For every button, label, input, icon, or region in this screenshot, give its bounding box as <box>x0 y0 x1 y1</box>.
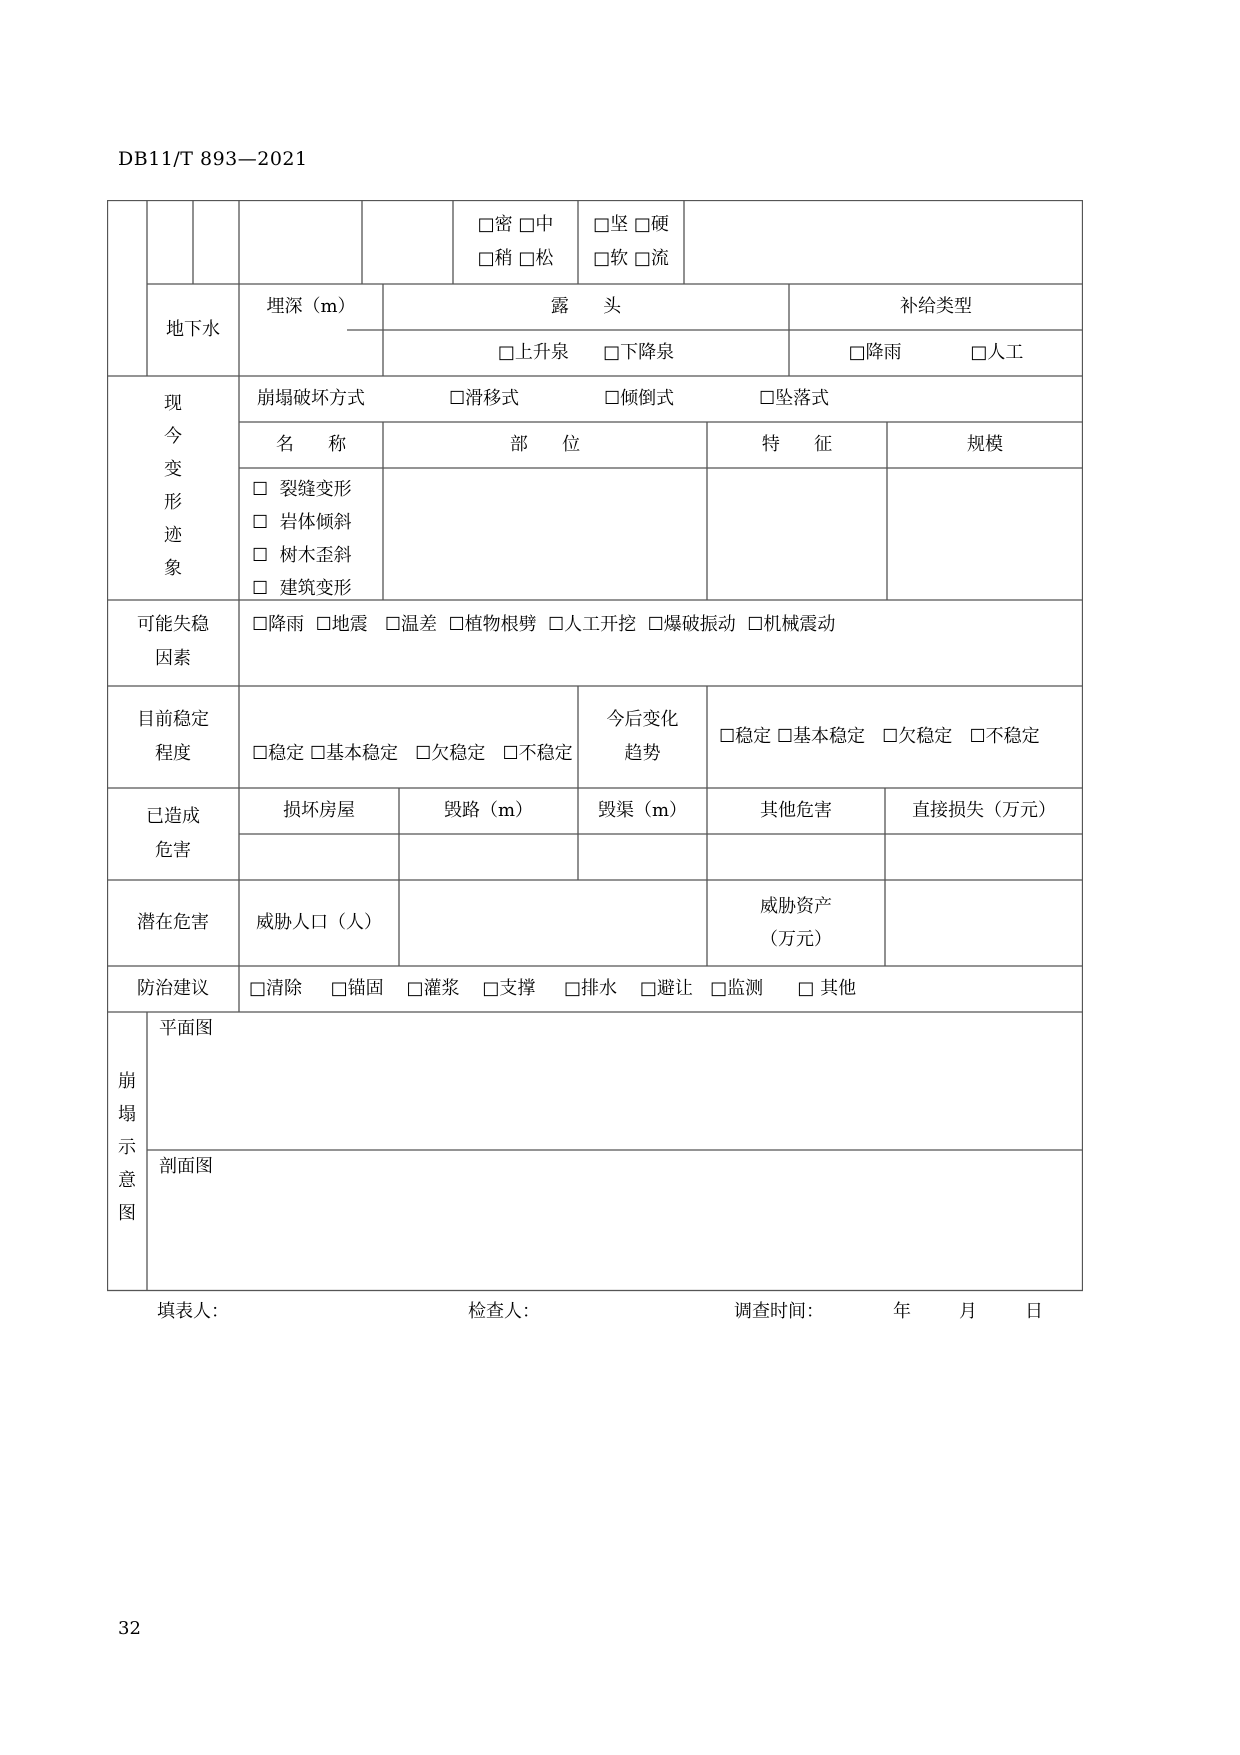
other-damage-header: 其他危害 <box>760 800 832 821</box>
trend-label-line1: 今后变化 <box>606 709 679 730</box>
column-location-header: 部 位 <box>509 434 581 455</box>
sketch-label-char: 塌 <box>118 1103 136 1125</box>
direct-loss-header: 直接损失（万元） <box>912 800 1056 821</box>
trace-building-checkbox[interactable]: ☐ 建筑变形 <box>252 577 352 599</box>
failure-mode-slide-checkbox[interactable]: ☐滑移式 <box>449 388 520 409</box>
page-number: 32 <box>118 1618 141 1639</box>
outcrop-options[interactable]: □上升泉 □下降泉 <box>497 342 675 363</box>
failure-mode-topple-checkbox[interactable]: ☐倾倒式 <box>604 388 675 409</box>
groundwater-label: 地下水 <box>166 319 220 340</box>
damaged-houses-header: 损坏房屋 <box>283 800 355 821</box>
deformation-label-char: 今 <box>164 426 182 447</box>
recharge-type-header: 补给类型 <box>900 296 972 317</box>
current-stability-label-line1: 目前稳定 <box>137 709 209 730</box>
sketch-section-label <box>107 1062 147 1232</box>
recharge-options[interactable]: □降雨 □人工 <box>848 342 1024 363</box>
damaged-roads-header: 毁路（m） <box>443 800 534 821</box>
sketch-label-char: 意 <box>118 1169 136 1191</box>
outcrop-header: 露 头 <box>550 296 622 317</box>
document-code: DB11/T 893—2021 <box>118 148 308 170</box>
trace-rock-tilt-checkbox[interactable]: ☐ 岩体倾斜 <box>252 511 352 533</box>
deformation-label-char: 形 <box>164 492 182 513</box>
damage-label-line2: 危害 <box>155 840 191 861</box>
sketch-label-char: 崩 <box>118 1070 136 1092</box>
checker-label: 检查人： <box>468 1301 540 1322</box>
threatened-assets-label-line1: 威胁资产 <box>760 895 832 917</box>
density-options-line2[interactable]: □稍 □松 <box>477 248 554 269</box>
deformation-label-char: 变 <box>164 459 182 480</box>
deformation-label-char: 现 <box>164 393 182 414</box>
threatened-assets-label-line2: （万元） <box>760 928 832 950</box>
current-stability-label-line2: 程度 <box>155 743 191 764</box>
deformation-label-char: 象 <box>164 558 182 579</box>
burial-depth-header: 埋深（m） <box>266 296 356 317</box>
trend-label-line2: 趋势 <box>624 743 661 764</box>
section-view-label: 剖面图 <box>159 1156 213 1177</box>
filler-label: 填表人： <box>157 1301 229 1322</box>
column-scale-header: 规模 <box>967 434 1003 455</box>
trend-options[interactable]: ☐稳定 ☐基本稳定 ☐欠稳定 ☐不稳定 <box>719 726 1040 747</box>
column-name-header: 名 称 <box>275 434 347 455</box>
year-label: 年 <box>893 1301 911 1322</box>
day-label: 日 <box>1025 1301 1043 1322</box>
prevention-options[interactable]: □清除 □锚固 □灌浆 □支撑 □排水 □避让 □监测 □ 其他 <box>249 978 857 999</box>
current-stability-options[interactable]: ☐稳定 ☐基本稳定 ☐欠稳定 ☐不稳定 <box>252 743 573 764</box>
sketch-label-char: 示 <box>118 1136 136 1158</box>
instability-label-line2: 因素 <box>155 648 191 669</box>
potential-hazard-label: 潜在危害 <box>137 912 209 933</box>
trace-tree-tilt-checkbox[interactable]: ☐ 树木歪斜 <box>252 544 352 566</box>
failure-mode-fall-checkbox[interactable]: ☐坠落式 <box>759 388 830 409</box>
instability-factor-options[interactable]: ☐降雨 ☐地震 ☐温差 ☐植物根劈 ☐人工开挖 ☐爆破振动 ☐机械震动 <box>252 614 836 635</box>
deformation-section-label <box>107 386 239 586</box>
column-feature-header: 特 征 <box>761 434 833 455</box>
survey-time-label: 调查时间： <box>734 1301 824 1322</box>
instability-label-line1: 可能失稳 <box>137 614 209 635</box>
damaged-canals-header: 毁渠（m） <box>597 800 688 821</box>
hardness-options-line1[interactable]: □坚 □硬 <box>593 214 669 235</box>
trace-crack-checkbox[interactable]: ☐ 裂缝变形 <box>252 478 352 500</box>
collapse-survey-form <box>107 200 1083 1302</box>
density-options-line1[interactable]: □密 □中 <box>477 214 554 235</box>
failure-mode-label: 崩塌破坏方式 <box>257 388 365 409</box>
month-label: 月 <box>959 1301 977 1322</box>
hardness-options-line2[interactable]: □软 □流 <box>593 248 669 269</box>
damage-label-line1: 已造成 <box>146 806 200 827</box>
plan-view-label: 平面图 <box>159 1018 213 1039</box>
sketch-label-char: 图 <box>118 1202 136 1224</box>
threatened-population-label: 威胁人口（人） <box>256 912 382 933</box>
deformation-label-char: 迹 <box>164 525 182 546</box>
prevention-label: 防治建议 <box>137 978 209 999</box>
